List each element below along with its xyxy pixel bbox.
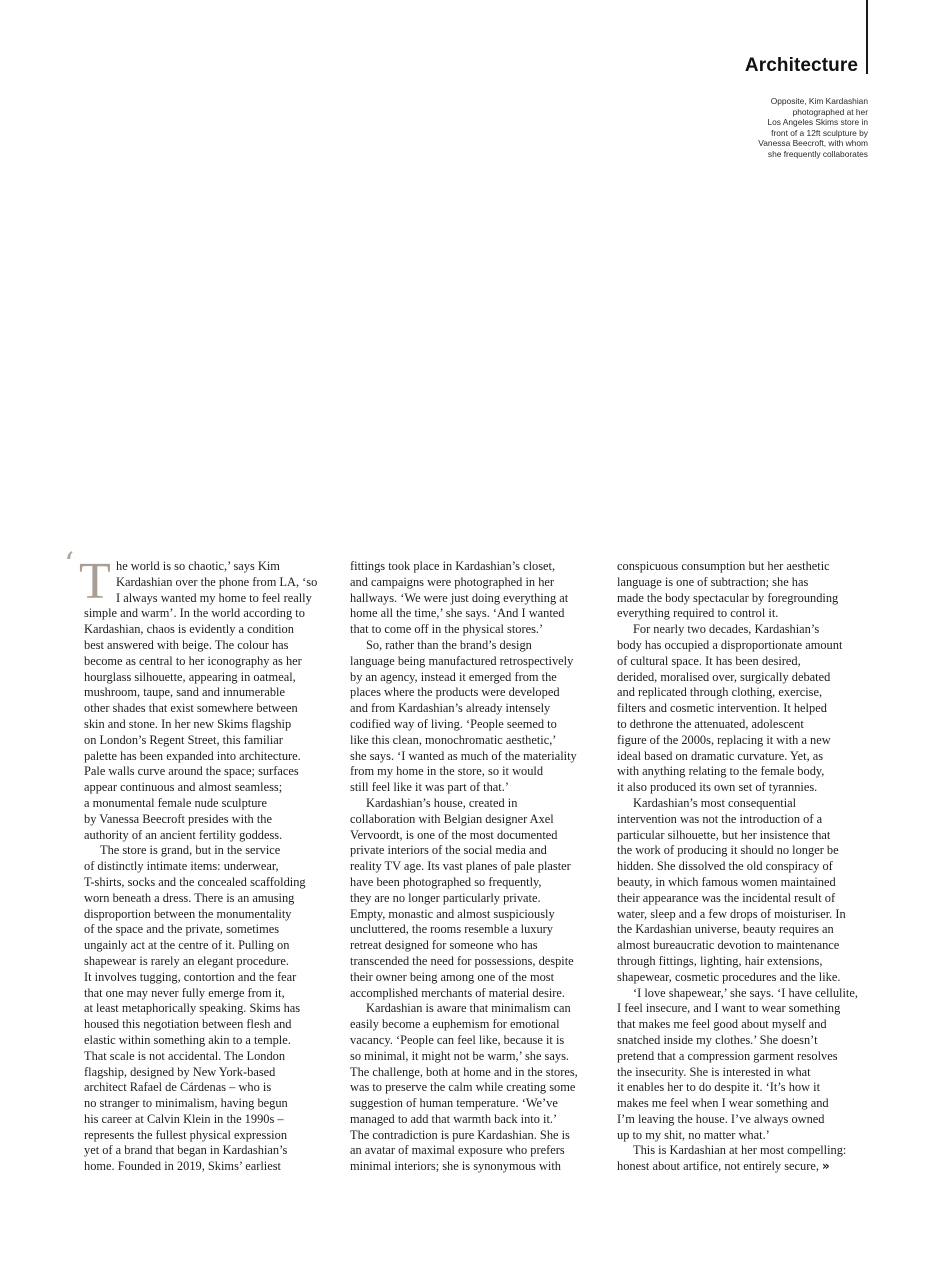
article-text-line: shapewear is rarely an elegant procedure. xyxy=(84,953,290,968)
article-text-line: home. Founded in 2019, Skims’ earliest xyxy=(84,1159,281,1174)
article-text-line: up to my shit, no matter what.’ xyxy=(617,1127,770,1142)
article-text-line: Kardashian over the phone from LA, ‘so xyxy=(116,574,318,589)
article-text-line: It involves tugging, contortion and the fear xyxy=(84,969,297,984)
caption-line: Vanessa Beecroft, with whom xyxy=(758,138,868,149)
article-text-line: This is Kardashian at her most compelling: xyxy=(633,1143,847,1158)
article-text-line: palette has been expanded into architecture. xyxy=(84,748,301,763)
article-text-line: best answered with beige. The colour has xyxy=(84,637,289,652)
article-text-line: places where the products were developed xyxy=(350,685,560,700)
article-text-line: accomplished merchants of material desire. xyxy=(350,985,566,1000)
article-text-line: figure of the 2000s, replacing it with a new xyxy=(617,732,831,747)
article-text-line: everything required to control it. xyxy=(617,606,779,621)
article-text-line: he world is so chaotic,’ says Kim xyxy=(116,559,280,573)
article-text-line: language being manufactured retrospectively xyxy=(350,653,574,668)
article-text-line: ‘I love shapewear,’ she says. ‘I have cellulite, xyxy=(633,985,858,1000)
article-text-line: vacancy. ‘People can feel like, because it is xyxy=(350,1032,565,1047)
article-text-line: architect Rafael de Cárdenas – who is xyxy=(84,1080,272,1095)
article-text-line: worn beneath a dress. There is an amusing xyxy=(84,890,295,905)
article-text-line: ungainly act at the centre of it. Pulling on xyxy=(84,938,290,953)
article-text-line: minimal interiors; she is synonymous with xyxy=(350,1159,561,1174)
article-text-line: That scale is not accidental. The London xyxy=(84,1048,286,1063)
article-text-line: particular silhouette, but her insistence that xyxy=(617,827,831,842)
article-text-line: For nearly two decades, Kardashian’s xyxy=(633,622,820,637)
article-last-line xyxy=(617,1159,887,1175)
article-text-line: to dethrone the attenuated, adolescent xyxy=(617,716,804,731)
article-text-line: with anything relating to the female body, xyxy=(617,764,825,779)
article-text-line: collaboration with Belgian designer Axel xyxy=(350,811,554,826)
article-text-line: that one may never fully emerge from it, xyxy=(84,985,285,1000)
article-text-line: I’m leaving the house. I’ve always owned xyxy=(617,1111,825,1126)
article-text-line: of the space and the private, sometimes xyxy=(84,922,280,937)
article-text-line: that makes me feel good about myself and xyxy=(617,1017,827,1032)
article-text-line: retreat designed for someone who has xyxy=(350,938,538,953)
article-text-line: So, rather than the brand’s design xyxy=(366,637,532,652)
article-text-line: a monumental female nude sculpture xyxy=(84,795,268,810)
article-text-line: Kardashian, chaos is evidently a condition xyxy=(84,622,294,637)
article-text-line: shapewear, cosmetic procedures and the like. xyxy=(617,969,841,984)
article-text-line: by an agency, instead it emerged from the xyxy=(350,669,557,684)
article-text-line: made the body spectacular by foregrounding xyxy=(617,590,839,605)
caption-line: Opposite, Kim Kardashian xyxy=(770,96,868,106)
article-text-line: T-shirts, socks and the concealed scaffolding xyxy=(84,874,306,889)
article-text-line: on London’s Regent Street, this familiar xyxy=(84,732,283,747)
article-text-line: reality TV age. Its vast planes of pale plaster xyxy=(350,859,571,874)
article-text-line: the work of producing it should no longer be xyxy=(617,843,839,858)
article-text-line: and replicated through clothing, exercise, xyxy=(617,685,823,700)
article-text-line: of cultural space. It has been desired, xyxy=(617,653,801,668)
article-text-line: derided, moralised over, surgically debated xyxy=(617,669,831,684)
article-text-line: Vervoordt, is one of the most documented xyxy=(350,827,558,842)
article-text-line: conspicuous consumption but her aesthetic xyxy=(617,559,830,573)
article-text-line: private interiors of the social media and xyxy=(350,843,547,858)
article-text-line: fittings took place in Kardashian’s closet, xyxy=(350,559,556,573)
article-column-1 xyxy=(84,559,354,1175)
article-text-line: no stranger to minimalism, having begun xyxy=(84,1096,288,1111)
article-text-line: The contradiction is pure Kardashian. She is xyxy=(350,1127,570,1142)
article-text-line: flagship, designed by New York-based xyxy=(84,1064,276,1079)
article-column-2 xyxy=(350,559,620,1175)
article-text-line: simple and warm’. In the world according to xyxy=(84,606,305,621)
article-text-line: that to come off in the physical stores.’ xyxy=(350,622,544,637)
article-text-line: they are no longer particularly private. xyxy=(350,890,541,905)
continued-arrow-icon: » xyxy=(821,1159,830,1174)
article-text-line: I feel insecure, and I want to wear something xyxy=(617,1001,841,1016)
article-text-line: snatched inside my clothes.’ She doesn’t xyxy=(617,1032,818,1047)
article-text-line: I always wanted my home to feel really xyxy=(116,590,312,605)
article-text-line: transcended the need for possessions, despite xyxy=(350,953,574,968)
article-text-line: from my home in the store, so it would xyxy=(350,764,544,779)
article-text-line: The challenge, both at home and in the stores, xyxy=(350,1064,578,1079)
article-text-line: managed to add that warmth back into it.’ xyxy=(350,1111,558,1126)
article-text-line: authority of an ancient fertility goddess. xyxy=(84,827,283,842)
article-text-line: pretend that a compression garment resolves xyxy=(617,1048,838,1063)
article-text-line: of distinctly intimate items: underwear, xyxy=(84,859,279,874)
article-text-line: the Kardashian universe, beauty requires an xyxy=(617,922,834,937)
article-text-line: hidden. She dissolved the old conspiracy of xyxy=(617,859,833,874)
article-text-line: body has occupied a disproportionate amount xyxy=(617,637,843,652)
article-text-line: an avatar of maximal exposure who prefers xyxy=(350,1143,565,1158)
article-text-line: their appearance was the incidental result of xyxy=(617,890,836,905)
article-text-line: home all the time,’ she says. ‘And I wanted xyxy=(350,606,565,621)
article-text-line: represents the fullest physical expression xyxy=(84,1127,288,1142)
article-text-line: easily become a euphemism for emotional xyxy=(350,1017,560,1032)
article-text-line: still feel like it was part of that.’ xyxy=(350,780,509,795)
article-text-line: makes me feel when I wear something and xyxy=(617,1096,829,1111)
article-text-line: skin and stone. In her new Skims flagship xyxy=(84,716,292,731)
article-text-line: disproportion between the monumentality xyxy=(84,906,292,921)
article-text-line: intervention was not the introduction of a xyxy=(617,811,823,826)
article-text-line: ideal based on dramatic curvature. Yet, as xyxy=(617,748,824,763)
article-text-line: filters and cosmetic intervention. It helped xyxy=(617,701,827,716)
article-text-line: mushroom, taupe, sand and innumerable xyxy=(84,685,285,700)
article-text-line: have been photographed so frequently, xyxy=(350,874,542,889)
article-text-line: beauty, in which famous women maintained xyxy=(617,874,836,889)
article-text-line: housed this negotiation between flesh and xyxy=(84,1017,292,1032)
article-text-line: so minimal, it might not be warm,’ she says. xyxy=(350,1048,569,1063)
article-text-line: by Vanessa Beecroft presides with the xyxy=(84,811,272,826)
caption-line: photographed at her xyxy=(792,106,868,117)
article-text-line: language is one of subtraction; she has xyxy=(617,574,809,589)
article-text-line: water, sleep and a few drops of moisturiser. In xyxy=(617,906,846,921)
article-text-line: was to preserve the calm while creating some xyxy=(350,1080,576,1095)
article-text-line: hallways. ‘We were just doing everything at xyxy=(350,590,569,605)
article-text-line: appear continuous and almost seamless; xyxy=(84,780,283,795)
article-text-line: honest about artifice, not entirely secure, xyxy=(617,1159,819,1174)
article-text-line: almost bureaucratic devotion to maintenance xyxy=(617,938,840,953)
caption-line: Los Angeles Skims store in xyxy=(767,117,868,128)
article-text-line: Empty, monastic and almost suspiciously xyxy=(350,906,555,921)
article-text-line: she says. ‘I wanted as much of the materiality xyxy=(350,748,577,763)
article-text-line: it enables her to do despite it. ‘It’s how it xyxy=(617,1080,821,1095)
drop-cap-quote-mark: ‘ xyxy=(64,545,75,583)
article-text-line: at least metaphorically speaking. Skims has xyxy=(84,1001,301,1016)
section-title: Architecture xyxy=(744,55,858,76)
article-column-3 xyxy=(617,559,887,1175)
header-vertical-rule xyxy=(866,0,868,74)
article-text-line: uncluttered, the rooms resemble a luxury xyxy=(350,922,554,937)
article-text-line: his career at Calvin Klein in the 1990s – xyxy=(84,1111,284,1126)
article-text-line: hourglass silhouette, appearing in oatmeal, xyxy=(84,669,296,684)
article-text-line: codified way of living. ‘People seemed to xyxy=(350,716,557,731)
article-text-line: other shades that exist somewhere between xyxy=(84,701,298,716)
article-text-line: and campaigns were photographed in her xyxy=(350,574,555,589)
article-text-line: and from Kardashian’s already intensely xyxy=(350,701,551,716)
article-text-line: elastic within something akin to a temple. xyxy=(84,1032,291,1047)
article-text-line: through fittings, lighting, hair extensions, xyxy=(617,953,823,968)
article-text-line: their owner being among one of the most xyxy=(350,969,555,984)
article-text-line: like this clean, monochromatic aesthetic,’ xyxy=(350,732,557,747)
article-text-line: Pale walls curve around the space; surfaces xyxy=(84,764,299,779)
article-text-line: the insecurity. She is interested in what xyxy=(617,1064,811,1079)
article-text-line: Kardashian is aware that minimalism can xyxy=(366,1001,571,1016)
article-text-line: it also produced its own set of tyrannies. xyxy=(617,780,818,795)
drop-cap-letter: T xyxy=(79,553,111,610)
article-text-line: Kardashian’s house, created in xyxy=(366,795,518,810)
article-text-line: become as central to her iconography as her xyxy=(84,653,302,668)
caption-line: she frequently collaborates xyxy=(767,148,868,159)
article-text-line: suggestion of human temperature. ‘We’ve xyxy=(350,1096,558,1111)
article-text-line: yet of a brand that began in Kardashian’s xyxy=(84,1143,288,1158)
article-text-line: The store is grand, but in the service xyxy=(100,843,281,858)
caption-line: front of a 12ft sculpture by xyxy=(771,127,868,138)
article-text-line: Kardashian’s most consequential xyxy=(633,795,797,810)
photo-caption xyxy=(718,96,868,160)
